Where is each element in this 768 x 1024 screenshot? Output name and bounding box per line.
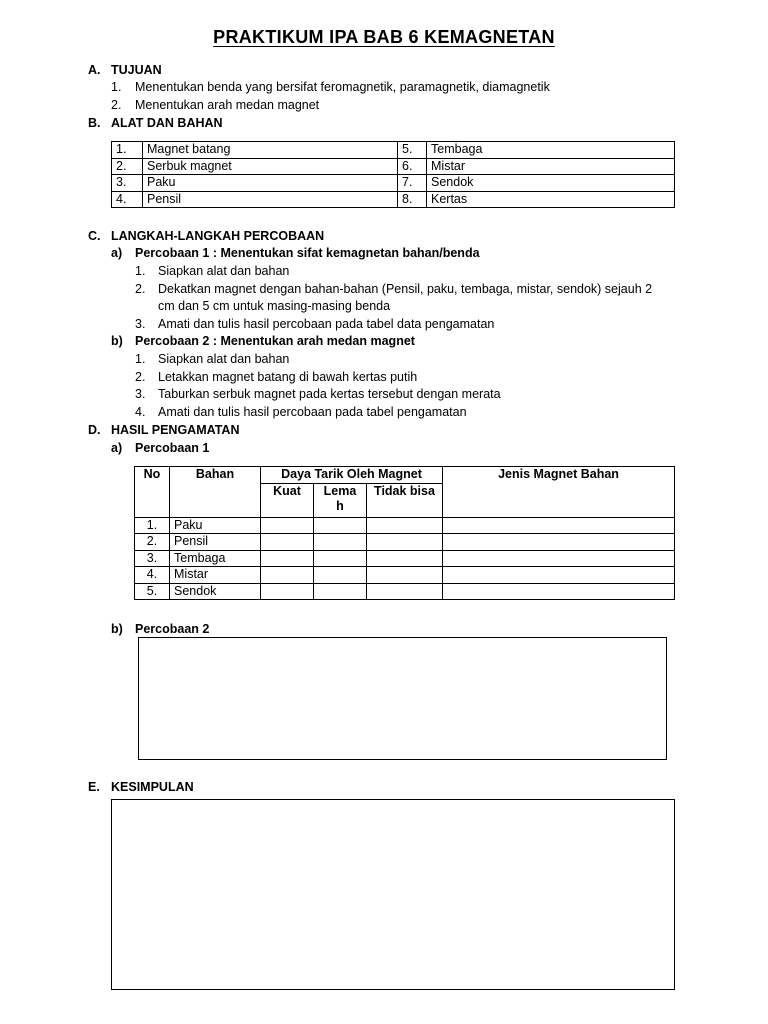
table-cell: 3. [112, 175, 143, 192]
tujuan-1-text: Menentukan benda yang bersifat feromagnetik, paramagnetik, diamagnetik [135, 80, 550, 94]
table-cell: 2. [112, 158, 143, 175]
row-bahan: Mistar [170, 567, 261, 584]
row-bahan: Pensil [170, 534, 261, 551]
empty-cell[interactable] [261, 517, 314, 534]
table-header-row [135, 467, 675, 484]
empty-cell[interactable] [367, 517, 443, 534]
table-cell: 6. [398, 158, 427, 175]
row-no: 5. [135, 583, 170, 600]
p2-step-2-num: 2. [135, 370, 146, 384]
p2-step-2-text: Letakkan magnet batang di bawah kertas putih [158, 370, 418, 384]
table-cell: 7. [398, 175, 427, 192]
empty-cell[interactable] [367, 583, 443, 600]
p2-step-3-text: Taburkan serbuk magnet pada kertas tersebut dengan merata [158, 387, 501, 401]
empty-cell[interactable] [314, 583, 367, 600]
empty-cell[interactable] [261, 550, 314, 567]
hasil-a-label: a) [111, 441, 123, 455]
table-row [112, 175, 675, 192]
empty-cell[interactable] [261, 567, 314, 584]
p2-step-3-num: 3. [135, 387, 146, 401]
table-cell: Kertas [427, 191, 675, 208]
percobaan-2-label: b) [111, 334, 123, 348]
header-lemah-part2: h [336, 499, 344, 513]
percobaan-2-answer-box[interactable] [138, 637, 667, 760]
empty-cell[interactable] [261, 583, 314, 600]
table-cell: Tembaga [427, 142, 675, 159]
header-lemah-part1: Lema [323, 483, 357, 498]
row-bahan: Paku [170, 517, 261, 534]
empty-cell[interactable] [443, 583, 675, 600]
section-a-heading: TUJUAN [111, 63, 162, 77]
section-e-heading: KESIMPULAN [111, 780, 194, 794]
kesimpulan-answer-box[interactable] [111, 799, 675, 990]
hasil-b-title: Percobaan 2 [135, 622, 210, 636]
header-lemah [314, 483, 367, 517]
empty-cell[interactable] [443, 534, 675, 551]
section-c-letter: C. [88, 229, 101, 243]
p2-step-4-num: 4. [135, 405, 146, 419]
header-no: No [135, 467, 170, 518]
header-bahan: Bahan [170, 467, 261, 518]
empty-cell[interactable] [261, 534, 314, 551]
hasil-pengamatan-table [134, 466, 675, 600]
table-row [135, 567, 675, 584]
p1-step-3-text: Amati dan tulis hasil percobaan pada tabel data pengamatan [158, 317, 495, 331]
p1-step-2-cont: cm dan 5 cm untuk masing-masing benda [158, 299, 391, 313]
empty-cell[interactable] [443, 517, 675, 534]
p1-step-1-num: 1. [135, 264, 146, 278]
row-no: 1. [135, 517, 170, 534]
section-d-letter: D. [88, 423, 101, 437]
section-a-letter: A. [88, 63, 101, 77]
table-cell: Serbuk magnet [143, 158, 398, 175]
empty-cell[interactable] [314, 567, 367, 584]
percobaan-2-title: Percobaan 2 : Menentukan arah medan magnet [135, 334, 415, 348]
p2-step-4-text: Amati dan tulis hasil percobaan pada tabel pengamatan [158, 405, 467, 419]
hasil-b-label: b) [111, 622, 123, 636]
hasil-a-title: Percobaan 1 [135, 441, 210, 455]
table-row [112, 158, 675, 175]
table-cell: 8. [398, 191, 427, 208]
table-cell: 4. [112, 191, 143, 208]
table-cell: Pensil [143, 191, 398, 208]
tujuan-2-num: 2. [111, 98, 122, 112]
table-cell: Mistar [427, 158, 675, 175]
document-title: PRAKTIKUM IPA BAB 6 KEMAGNETAN [213, 27, 555, 47]
table-cell: Sendok [427, 175, 675, 192]
tujuan-2-text: Menentukan arah medan magnet [135, 98, 320, 112]
table-row [135, 550, 675, 567]
table-cell: 1. [112, 142, 143, 159]
p2-step-1-text: Siapkan alat dan bahan [158, 352, 290, 366]
section-c-heading: LANGKAH-LANGKAH PERCOBAAN [111, 229, 325, 243]
empty-cell[interactable] [314, 534, 367, 551]
empty-cell[interactable] [314, 517, 367, 534]
percobaan-1-label: a) [111, 246, 123, 260]
row-no: 3. [135, 550, 170, 567]
p1-step-2-text: Dekatkan magnet dengan bahan-bahan (Pensil, paku, tembaga, mistar, sendok) sejauh 2 [158, 282, 653, 296]
header-kuat: Kuat [261, 483, 314, 517]
empty-cell[interactable] [443, 567, 675, 584]
empty-cell[interactable] [367, 567, 443, 584]
section-b-heading: ALAT DAN BAHAN [111, 116, 223, 130]
section-b-letter: B. [88, 116, 101, 130]
row-bahan: Tembaga [170, 550, 261, 567]
table-cell: Magnet batang [143, 142, 398, 159]
empty-cell[interactable] [314, 550, 367, 567]
p1-step-1-text: Siapkan alat dan bahan [158, 264, 290, 278]
row-bahan: Sendok [170, 583, 261, 600]
section-e-letter: E. [88, 780, 100, 794]
header-jenis-magnet: Jenis Magnet Bahan [443, 467, 675, 518]
section-d-heading: HASIL PENGAMATAN [111, 423, 240, 437]
p1-step-3-num: 3. [135, 317, 146, 331]
table-row [135, 517, 675, 534]
percobaan-1-title: Percobaan 1 : Menentukan sifat kemagnetan bahan/benda [135, 246, 480, 260]
table-row [112, 142, 675, 159]
table-cell: 5. [398, 142, 427, 159]
row-no: 4. [135, 567, 170, 584]
row-no: 2. [135, 534, 170, 551]
table-cell: Paku [143, 175, 398, 192]
p1-step-2-num: 2. [135, 282, 146, 296]
empty-cell[interactable] [367, 550, 443, 567]
header-tidak-bisa: Tidak bisa [367, 483, 443, 517]
empty-cell[interactable] [367, 534, 443, 551]
header-daya-tarik: Daya Tarik Oleh Magnet [261, 467, 443, 484]
table-row [135, 534, 675, 551]
p2-step-1-num: 1. [135, 352, 146, 366]
table-row [112, 191, 675, 208]
empty-cell[interactable] [443, 550, 675, 567]
tujuan-1-num: 1. [111, 80, 122, 94]
alat-bahan-table [111, 141, 675, 208]
table-row [135, 583, 675, 600]
